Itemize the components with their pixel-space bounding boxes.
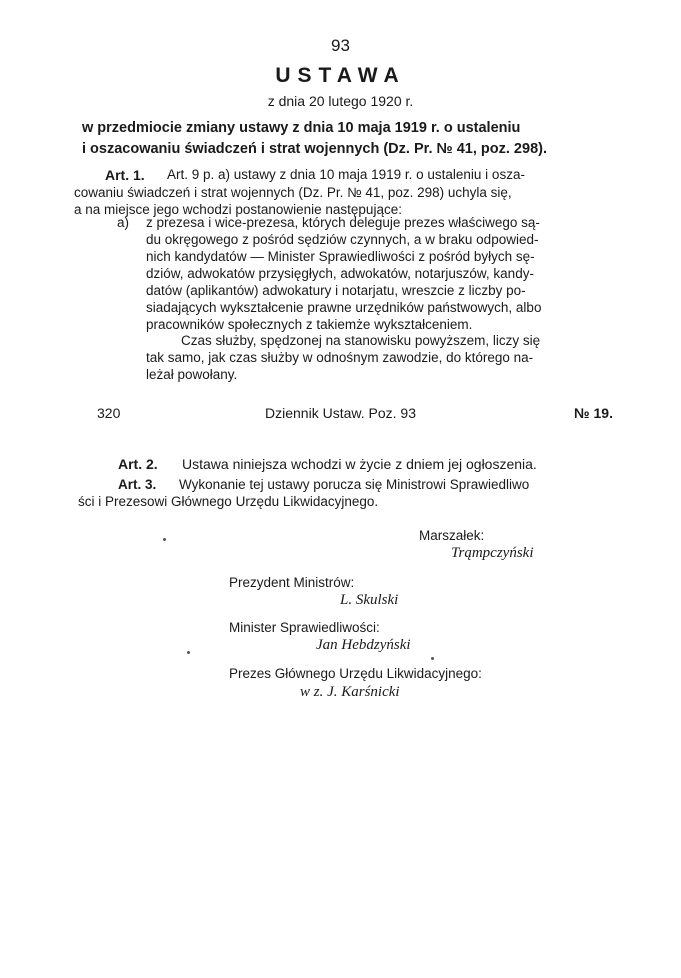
item-line: Czas służby, spędzonej na stanowisku powyższem, liczy się	[181, 333, 541, 348]
page-number: 93	[331, 36, 350, 55]
article-1-label: Art. 1.	[105, 167, 145, 183]
print-speck	[187, 651, 190, 654]
article-3-line: ści i Prezesowi Głównego Urzędu Likwidacyjnego.	[78, 494, 379, 509]
signature-name: Jan Hebdzyński	[316, 637, 411, 653]
signature-name: L. Skulski	[340, 592, 399, 608]
date-line: z dnia 20 lutego 1920 r.	[267, 93, 414, 109]
subject-line-2: i oszacowaniu świadczeń i strat wojennych (Dz. Pr. № 41, poz. 298).	[82, 141, 547, 157]
item-line: pracowników społecznych z takiemże wykształceniem.	[146, 317, 473, 332]
signature-role: Prezes Głównego Urzędu Likwidacyjnego:	[229, 666, 482, 681]
article-1-line: Art. 9 p. a) ustawy z dnia 10 maja 1919 r. o ustaleniu i osza-	[167, 167, 525, 182]
article-2-text: Ustawa niniejsza wchodzi w życie z dniem jej ogłoszenia.	[182, 456, 537, 472]
item-line: z prezesa i wice-prezesa, których deleguje prezes właściwego są-	[146, 215, 540, 230]
article-2-label: Art. 2.	[118, 456, 158, 472]
running-header-journal: Dziennik Ustaw. Poz. 93	[265, 405, 416, 421]
document-title: USTAWA	[275, 64, 406, 87]
item-line: siadających wykształcenie prawne urzędników państwowych, albo	[146, 300, 542, 315]
item-marker: a)	[117, 215, 130, 230]
subject-line-1: w przedmiocie zmiany ustawy z dnia 10 maja 1919 r. o ustaleniu	[82, 120, 521, 136]
item-line: datów (aplikantów) adwokatury i notarjatu, wreszcie z liczby po-	[146, 283, 526, 298]
item-line: tak samo, jak czas służby w odnośnym zawodzie, do którego na-	[146, 350, 534, 365]
signature-role: Marszałek:	[419, 528, 485, 543]
item-line: leżał powołany.	[146, 367, 238, 382]
article-1-line: a na miejsce jego wchodzi postanowienie następujące:	[74, 202, 402, 217]
article-3-line: Wykonanie tej ustawy porucza się Ministrowi Sprawiedliwo	[179, 477, 530, 492]
item-line: nich kandydatów — Minister Sprawiedliwości z pośród byłych sę-	[146, 249, 535, 264]
article-1-line: cowaniu świadczeń i strat wojennych (Dz. Pr. № 41, poz. 298) uchyla się,	[74, 185, 512, 200]
signature-role: Minister Sprawiedliwości:	[229, 620, 380, 635]
signature-role: Prezydent Ministrów:	[229, 575, 355, 590]
article-3-label: Art. 3.	[118, 477, 157, 492]
item-line: du okręgowego z pośród sędziów czynnych, a w braku odpowied-	[146, 232, 539, 247]
signature-name: w z. J. Karśnicki	[300, 684, 400, 700]
running-header-page: 320	[97, 405, 121, 421]
print-speck	[163, 538, 166, 541]
signature-name: Trąmpczyński	[451, 545, 534, 561]
item-line: dziów, adwokatów przysięgłych, adwokatów, notarjuszów, kandy-	[146, 266, 534, 281]
print-speck	[431, 657, 434, 660]
running-header-issue: № 19.	[574, 405, 613, 421]
